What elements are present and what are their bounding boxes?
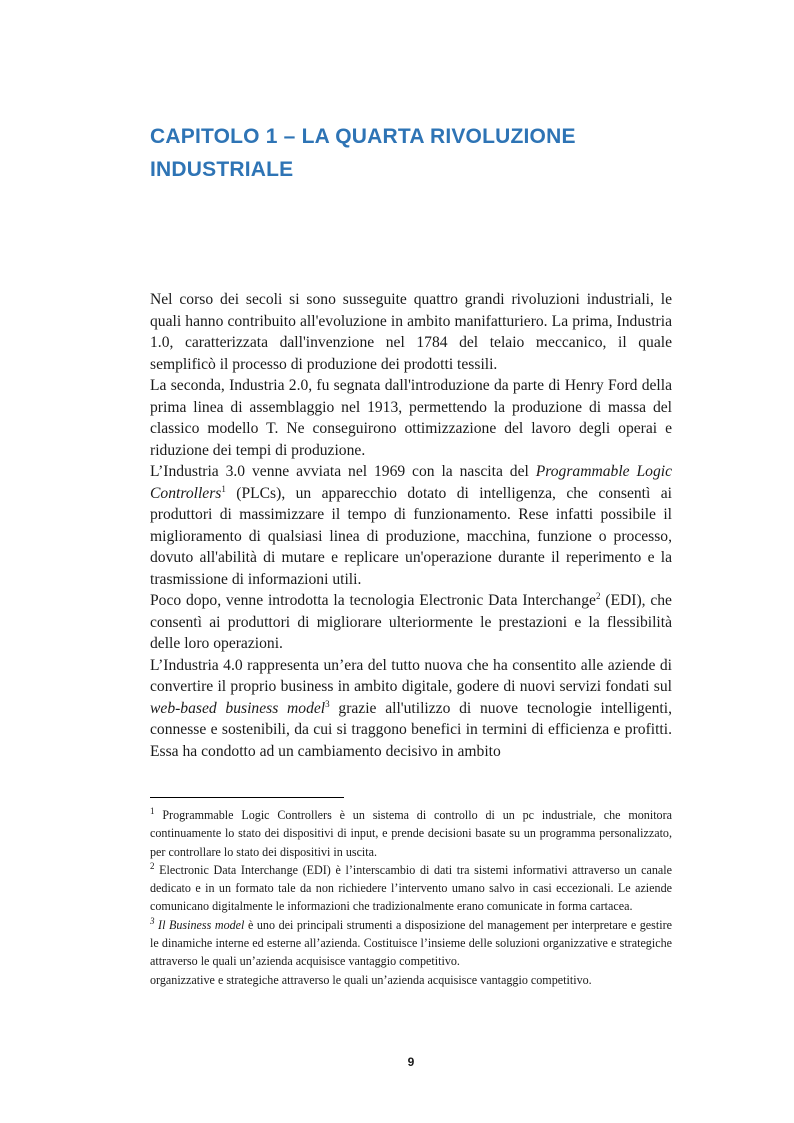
footnote-number: 3	[150, 915, 155, 926]
paragraph-edi	[150, 590, 672, 655]
paragraph-industria-2: La seconda, Industria 2.0, fu segnata dall'introduzione da parte di Henry Ford della prima linea di assemblaggio nel 1913, permettendo la produzione di massa del classico modello T. Ne conseguirono ottimizzazione del lavoro degli operai e riduzione dei tempi di produzione.	[150, 377, 672, 459]
footnote-ref[interactable]: 3	[325, 698, 330, 709]
footnote-ref[interactable]: 1	[221, 483, 226, 494]
footnote-2	[150, 861, 672, 916]
footnote-number: 1	[150, 805, 155, 816]
paragraph-industria-4	[150, 655, 672, 763]
footnote-3-repeat: organizzative e strategiche attraverso le quali un’azienda acquisisce vantaggio competitivo.	[150, 972, 592, 987]
paragraph-text: L’Industria 3.0 venne avviata nel 1969 con la nascita del	[150, 463, 529, 480]
body-text	[150, 289, 672, 762]
paragraph-industria-3	[150, 461, 672, 590]
footnote-ref[interactable]: 2	[595, 590, 601, 601]
italic-term: Il Business model	[158, 917, 245, 932]
footnotes	[150, 806, 672, 989]
footnote-text: è uno dei principali strumenti a disposizione del management per interpretare e gestire le dinamiche interne ed esterne all’azienda. Costituisce l’insieme delle soluzioni organizzative e strategiche attraverso le quali un’azienda acquisisce vantaggio competitivo.	[150, 917, 672, 969]
footnote-text: Programmable Logic Controllers è un sistema di controllo di un pc industriale, che monitora continuamente lo stato dei dispositivi di input, e prende decisioni basate su un programma personalizzato, per controllare lo stato dei dispositivi in uscita.	[150, 808, 672, 859]
footnote-text: Electronic Data Interchange (EDI) è l’interscambio di dati tra sistemi informativi attraverso un canale dedicato e in un formato tale da non richiedere l’intervento umano salvo in casi eccezionali. Le aziende comunicano digitalmente le informazioni che tradizionalmente erano comunicate in forma cartacea.	[150, 862, 672, 914]
footnote-1	[150, 806, 672, 861]
paragraph-text: (EDI), che consentì ai produttori di migliorare ulteriormente le prestazioni e la flessibilità delle loro operazioni.	[150, 592, 672, 652]
chapter-title: CAPITOLO 1 – LA QUARTA RIVOLUZIONE INDUSTRIALE	[150, 125, 576, 181]
italic-term: web-based business model	[150, 699, 326, 717]
paragraph-text: (PLCs), un apparecchio dotato di intelligenza, che consentì ai produttori di massimizzare il tempo di funzionamento. Rese infatti possibile il miglioramento di qualsiasi linea di produzione, macchina, funzione o processo, dovuto all'abilità di mutare e replicare un'operazione durante il reperimento e la trasmissione di informazioni utili.	[150, 484, 673, 588]
italic-term: Programmable Logic Controllers	[150, 463, 673, 502]
footnote-divider	[150, 797, 344, 798]
paragraph-text: grazie all'utilizzo di nuove tecnologie intelligenti, connesse e sostenibili, da cui si traggono benefici in termini di efficienza e profitti. Essa ha condotto ad un cambiamento decisivo in ambito	[150, 699, 672, 760]
paragraph-text: Poco dopo, venne introdotta la tecnologia Electronic Data Interchange	[150, 592, 596, 609]
footnote-3	[150, 916, 672, 971]
page-number: 9	[407, 1055, 415, 1069]
paragraph-text: L’Industria 4.0 rappresenta un’era del tutto nuova che ha consentito alle aziende di convertire il proprio business in ambito digitale, godere di nuovi servizi fondati sul	[150, 656, 672, 695]
footnote-number: 2	[150, 860, 155, 871]
paragraph-industria-1: Nel corso dei secoli si sono susseguite quattro grandi rivoluzioni industriali, le quali hanno contribuito all'evoluzione in ambito manifatturiero. La prima, Industria 1.0, caratterizzata dall'invenzione nel 1784 del telaio meccanico, il quale semplificò il processo di produzione dei prodotti tessili.	[150, 291, 672, 373]
